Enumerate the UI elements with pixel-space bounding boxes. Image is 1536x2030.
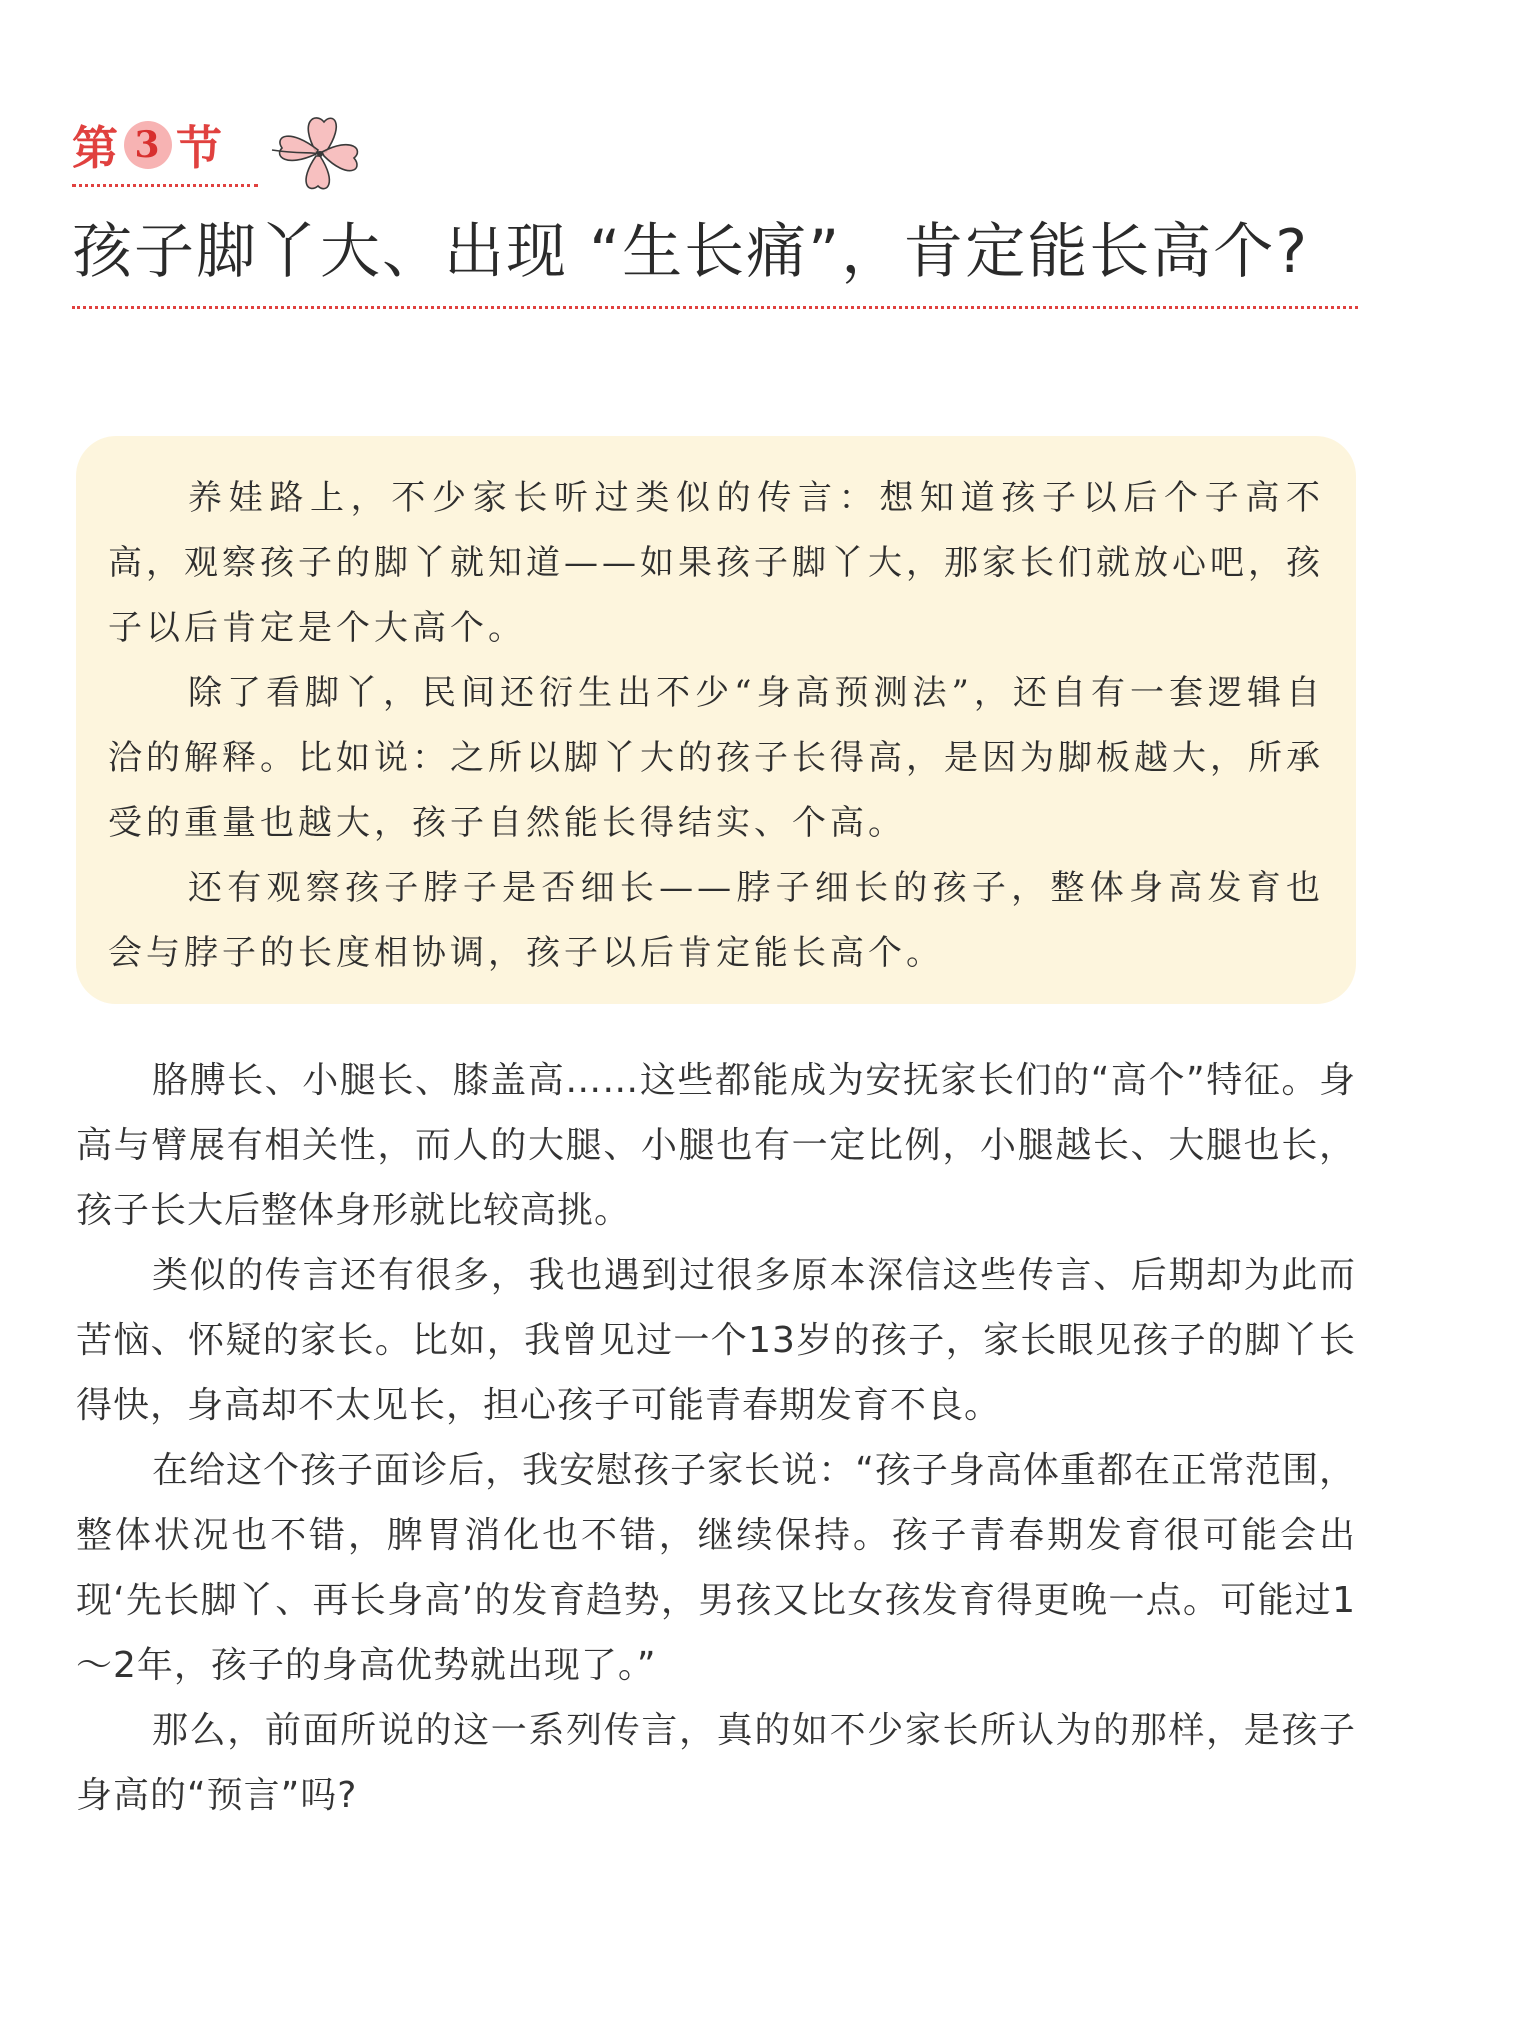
body-paragraph: 那么，前面所说的这一系列传言，真的如不少家长所认为的那样，是孩子身高的“预言”吗? — [76, 1710, 1356, 1816]
section-label — [72, 112, 224, 178]
intro-paragraph: 还有观察孩子脖子是否细长——脖子细长的孩子，整体身高发育也会与脖子的长度相协调，孩子以后肯定能长高个。 — [108, 868, 1324, 973]
body-text — [76, 1048, 1356, 1828]
intro-box — [76, 436, 1356, 1004]
flower-icon — [268, 110, 368, 196]
body-paragraph: 在给这个孩子面诊后，我安慰孩子家长说：“孩子身高体重都在正常范围，整体状况也不错，脾胃消化也不错，继续保持。孩子青春期发育很可能会出现‘先长脚丫、再长身高’的发育趋势，男孩又比女孩发育得更晚一点。可能过1～2年，孩子的身高优势就出现了。” — [76, 1450, 1356, 1686]
body-paragraph: 胳膊长、小腿长、膝盖高……这些都能成为安抚家长们的“高个”特征。身高与臂展有相关性，而人的大腿、小腿也有一定比例，小腿越长、大腿也长，孩子长大后整体身形就比较高挑。 — [76, 1060, 1356, 1231]
section-underline — [72, 184, 258, 187]
title-underline — [72, 306, 1358, 309]
intro-paragraph: 养娃路上，不少家长听过类似的传言：想知道孩子以后个子高不高，观察孩子的脚丫就知道——如果孩子脚丫大，那家长们就放心吧，孩子以后肯定是个大高个。 — [108, 478, 1324, 648]
section-number-badge: 3 — [124, 121, 172, 169]
chapter-title: 孩子脚丫大、出现 “生长痛”，肯定能长高个? — [72, 217, 1310, 287]
section-suffix: 节 — [176, 121, 224, 175]
body-paragraph: 类似的传言还有很多，我也遇到过很多原本深信这些传言、后期却为此而苦恼、怀疑的家长。比如，我曾见过一个13岁的孩子，家长眼见孩子的脚丫长得快，身高却不太见长，担心孩子可能青春期发育不良。 — [76, 1255, 1356, 1426]
section-prefix: 第 — [72, 121, 120, 175]
intro-paragraph: 除了看脚丫，民间还衍生出不少“身高预测法”，还自有一套逻辑自洽的解释。比如说：之所以脚丫大的孩子长得高，是因为脚板越大，所承受的重量也越大，孩子自然能长得结实、个高。 — [108, 673, 1324, 843]
